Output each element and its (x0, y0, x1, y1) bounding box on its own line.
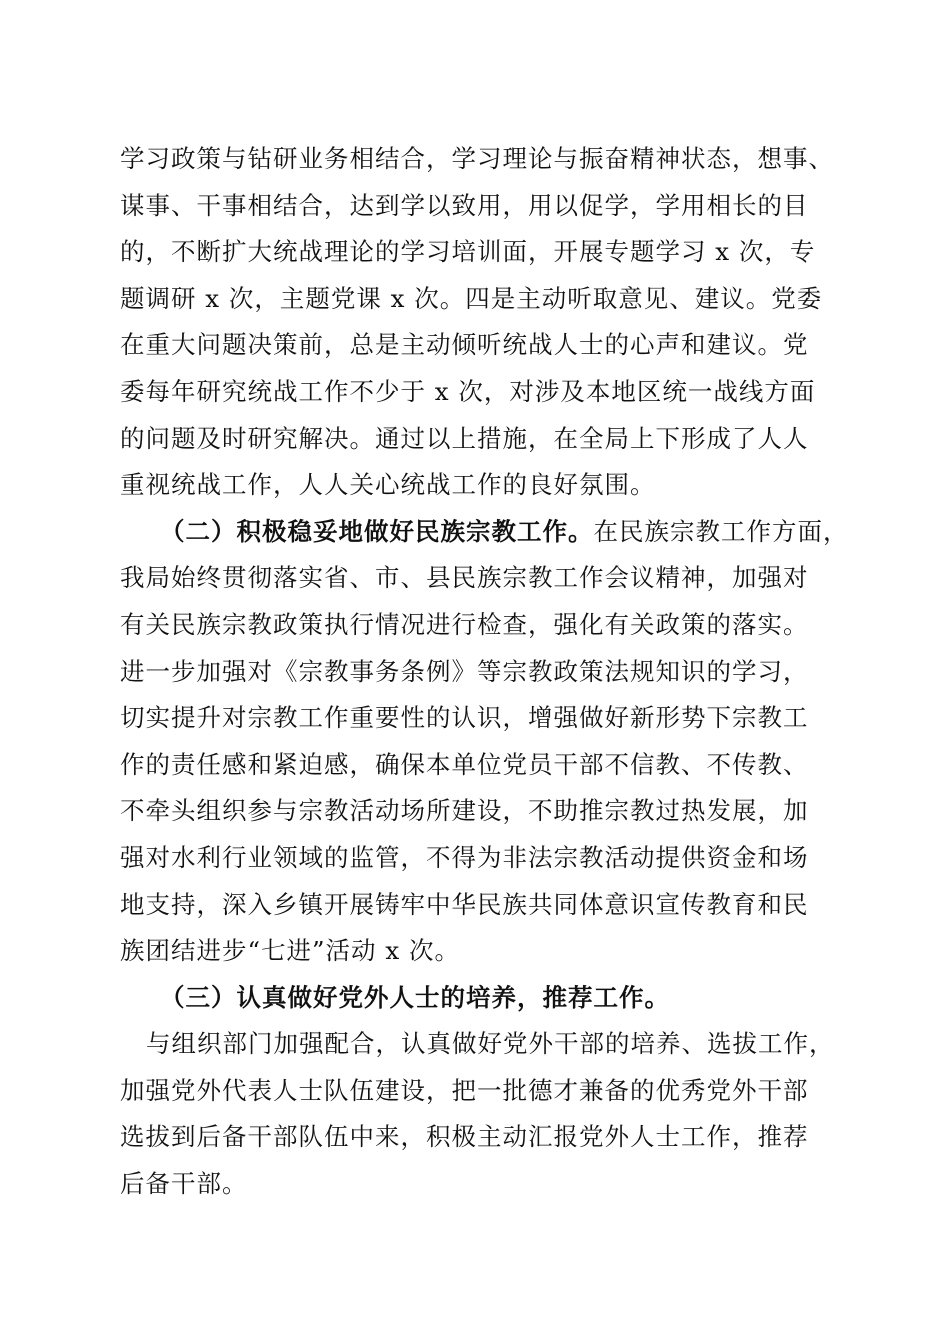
paragraph-line: 强对水利行业领域的监管，不得为非法宗教活动提供资金和场 (120, 842, 809, 872)
section-heading-3: （三）认真做好党外人士的培养，推荐工作。 (160, 982, 670, 1012)
paragraph-line: 切实提升对宗教工作重要性的认识，增强做好新形势下宗教工 (120, 703, 809, 733)
paragraph-line: 族团结进步“七进”活动 x 次。 (120, 936, 460, 966)
paragraph-line: 进一步加强对《宗教事务条例》等宗教政策法规知识的学习， (120, 656, 809, 686)
paragraph-line: 加强党外代表人士队伍建设，把一批德才兼备的优秀党外干部 (120, 1075, 809, 1105)
paragraph-line: 的，不断扩大统战理论的学习培训面，开展专题学习 x 次，专 (120, 237, 816, 267)
paragraph-line: 有关民族宗教政策执行情况进行检查，强化有关政策的落实。 (120, 609, 809, 639)
paragraph-line: 地支持，深入乡镇开展铸牢中华民族共同体意识宣传教育和民 (120, 889, 809, 919)
section-heading-line (120, 509, 849, 556)
paragraph-line: 我局始终贯彻落实省、市、县民族宗教工作会议精神，加强对 (120, 563, 809, 593)
paragraph-line: 在重大问题决策前，总是主动倾听统战人士的心声和建议。党 (120, 330, 809, 360)
paragraph-line: 的问题及时研究解决。通过以上措施，在全局上下形成了人人 (120, 423, 809, 453)
paragraph-line: 学习政策与钻研业务相结合，学习理论与振奋精神状态，想事、 (120, 144, 834, 173)
paragraph-lead-text: 在民族宗教工作方面， (593, 516, 849, 546)
paragraph-line: 不牵头组织参与宗教活动场所建设，不助推宗教过热发展，加 (120, 796, 809, 826)
paragraph-line: 重视统战工作，人人关心统战工作的良好氛围。 (120, 470, 656, 500)
section-heading-2: （二）积极稳妥地做好民族宗教工作。 (160, 516, 594, 546)
paragraph-line: 与组织部门加强配合，认真做好党外干部的培养、选拔工作， (146, 1029, 835, 1059)
paragraph-line: 题调研 x 次，主题党课 x 次。四是主动听取意见、建议。党委 (120, 283, 823, 313)
paragraph-line: 选拔到后备干部队伍中来，积极主动汇报党外人士工作，推荐 (120, 1122, 809, 1152)
document-body (120, 136, 849, 1208)
paragraph-line: 后备干部。 (120, 1169, 248, 1199)
paragraph-line: 委每年研究统战工作不少于 x 次，对涉及本地区统一战线方面 (120, 376, 816, 406)
paragraph-line: 作的责任感和紧迫感，确保本单位党员干部不信教、不传教、 (120, 749, 809, 779)
paragraph-line: 谋事、干事相结合，达到学以致用，用以促学，学用相长的目 (120, 190, 809, 220)
